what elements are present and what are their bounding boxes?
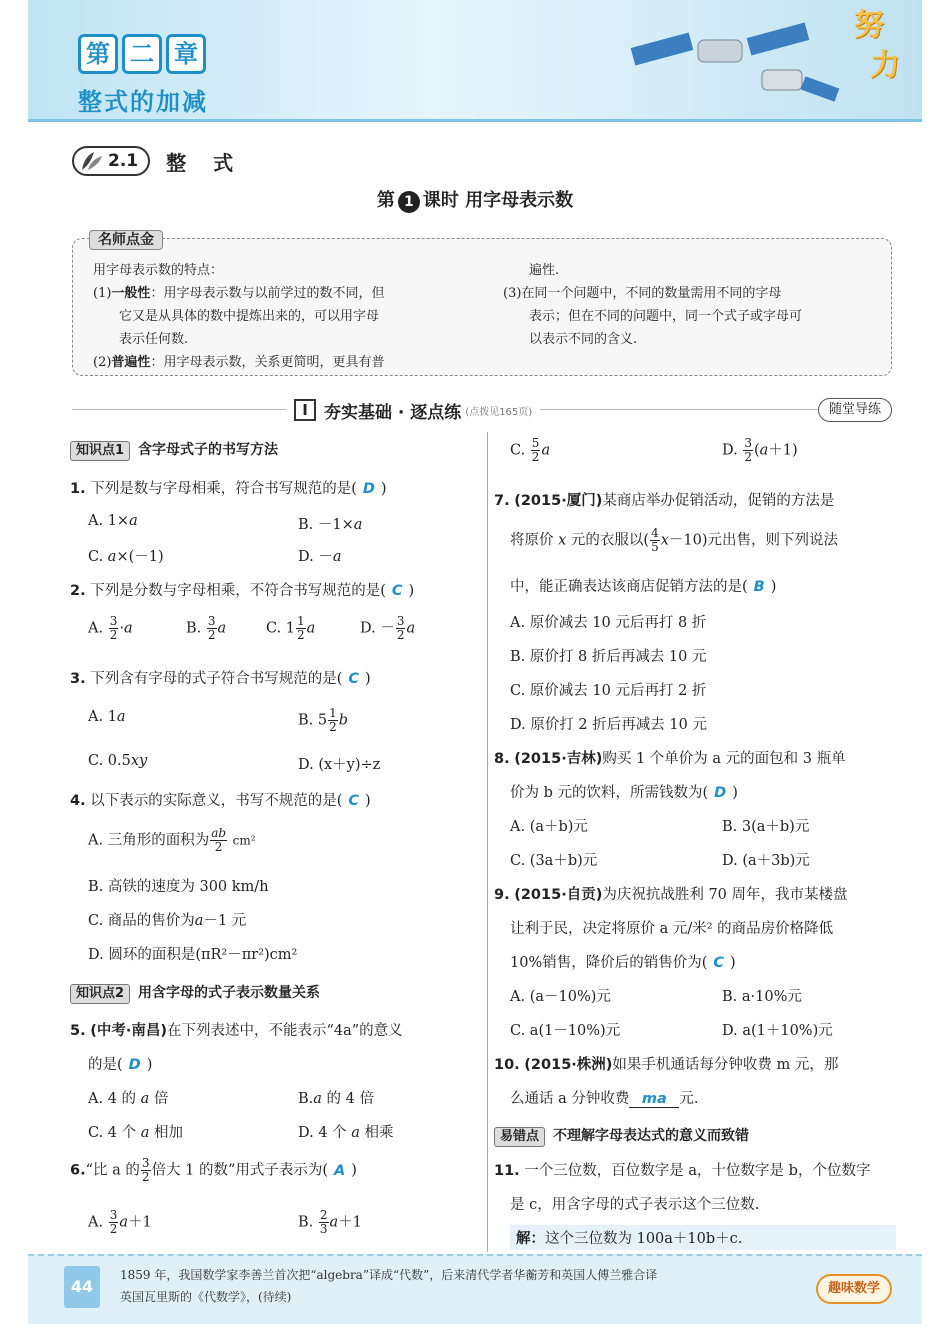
- q4-option-c-text2: －1 元: [203, 913, 247, 929]
- footer-note-line2: 英国瓦里斯的《代数学》，(待续): [120, 1290, 292, 1304]
- question-3: 3. 下列含有字母的式子符合书写规范的是( C ): [70, 671, 371, 687]
- chapter-char: 二: [122, 34, 162, 74]
- q2-answer: C: [391, 583, 403, 599]
- q5-option-c: C. 4 个 a 相加: [88, 1125, 184, 1141]
- q3-option-c-text: C. 0.5: [88, 753, 131, 769]
- knowledge-point-1: [70, 439, 278, 461]
- q6-option-d: D. $\frac{3}{2}$ (a＋1): [722, 436, 798, 464]
- question-7: [494, 489, 834, 510]
- kp2-title: 用含字母的式子表示数量关系: [138, 985, 321, 1001]
- question-5: [70, 1019, 403, 1040]
- tips-point-3-line2: 表示；但在不同的问题中，同一个式子或字母可: [529, 309, 803, 324]
- question-number: 9.: [494, 887, 510, 903]
- q6-option-b: B. $\frac{2}{3}$ a＋1: [298, 1208, 362, 1236]
- q5-option-b-text: B.: [298, 1091, 314, 1107]
- q10-stem3: 元.: [679, 1091, 699, 1107]
- tips-point-1-line3: 表示任何数.: [119, 332, 189, 347]
- q4-option-a-unit: cm²: [232, 833, 256, 848]
- q10-stem-line2: [510, 1087, 698, 1108]
- tips-point-3: (3)在同一个问题中，不同的数量需用不同的字母: [503, 286, 782, 301]
- q1-option-b: B. －1×a: [298, 517, 363, 533]
- q7-stem-line2: 将原价 x 元的衣服以( $\frac{4}{5}$ x－10)元出售，则下列说法: [510, 526, 839, 554]
- question-number: 10.: [494, 1057, 520, 1073]
- q11-stem-line2: 是 c，用含字母的式子表示这个三位数.: [510, 1197, 760, 1213]
- q4-option-c: C. 商品的售价为a－1 元: [88, 913, 247, 929]
- q3-option-a: A. 1a: [88, 709, 126, 725]
- q3-option-a-text: A. 1: [88, 709, 117, 725]
- q5-option-a-text: A. 4 的: [88, 1091, 137, 1107]
- q7-stem-line3: 中，能正确表达该商店促销方法的是( B ): [510, 579, 777, 595]
- kp3-tag: 易错点: [494, 1127, 545, 1147]
- q7-stem2a: 将原价: [510, 532, 554, 549]
- q7-stem3: 中，能正确表达该商店促销方法的是(: [510, 579, 748, 595]
- question-9: [494, 883, 848, 904]
- q4-option-a: A. 三角形的面积为 $\frac{ab}{2}$ cm²: [88, 826, 256, 854]
- lesson-post: 课时 用字母表示数: [422, 190, 574, 211]
- question-6: 6.“比 a 的 $\frac{3}{2}$ 倍大 1 的数”用式子表示为( A ): [70, 1156, 357, 1184]
- page-footer: [28, 1254, 922, 1324]
- q5-stem2: 的是(: [88, 1057, 123, 1073]
- q5-source: (中考·南昌): [90, 1023, 167, 1039]
- q2-stem: 下列是分数与字母相乘，不符合书写规范的是(: [90, 583, 386, 599]
- chapter-char: 章: [166, 34, 206, 74]
- q1-answer: D: [362, 481, 375, 497]
- q5-option-d: D. 4 个 a 相乘: [298, 1125, 394, 1141]
- q9-stem-line3: 10%销售，降价后的销售价为( C ): [510, 955, 736, 971]
- teacher-tips-tag: 名师点金: [89, 230, 163, 250]
- q5-option-c-text2: 相加: [154, 1125, 184, 1141]
- q3-option-b-text: B. 5: [298, 712, 328, 729]
- satellite-illustration: [612, 10, 842, 120]
- q8-option-c: C. (3a＋b)元: [510, 853, 598, 869]
- practice-banner: [72, 398, 892, 422]
- q4-option-d: D. 圆环的面积是(πR²－πr²)cm²: [88, 947, 298, 963]
- q3-option-d: D. (x＋y)÷z: [298, 757, 381, 773]
- q8-stem2: 价为 b 元的饮料，所需钱数为(: [510, 785, 709, 801]
- q5-stem: 在下列表述中，不能表示“4a”的意义: [166, 1023, 403, 1039]
- tips-left-column: [93, 259, 493, 374]
- q5-option-b-text2: 的 4 倍: [326, 1091, 374, 1107]
- tips-point-2-cont: 遍性.: [529, 263, 560, 278]
- q11-solution: [510, 1225, 896, 1250]
- kp3-title: 不理解字母表达式的意义而致错: [553, 1128, 750, 1144]
- q3-stem: 下列含有字母的式子符合书写规范的是(: [90, 671, 343, 687]
- tips-point-2-label: 普遍性: [111, 355, 151, 370]
- section-badge: [72, 146, 150, 176]
- q8-option-a: A. (a＋b)元: [510, 819, 588, 835]
- q8-option-b: B. 3(a＋b)元: [722, 819, 810, 835]
- fun-math-badge: 趣味数学: [816, 1274, 892, 1304]
- question-number: 2.: [70, 583, 86, 599]
- teacher-tips-box: [72, 232, 892, 376]
- column-divider: [487, 432, 488, 1252]
- q3-option-b: B. 5 $\frac{1}{2}$ b: [298, 706, 349, 734]
- q1-option-d-text: D. －: [298, 549, 333, 565]
- q8-option-d: D. (a＋3b)元: [722, 853, 810, 869]
- q9-stem-line2: 让利于民，决定将原价 a 元/米² 的商品房价格降低: [510, 921, 834, 937]
- page-number: 44: [64, 1266, 100, 1308]
- tips-point-3-line3: 以表示不同的含义.: [529, 332, 638, 347]
- tips-point-1: (1)一般性：用字母表示数与以前学过的数不同，但: [93, 286, 385, 301]
- q8-stem: 购买 1 个单价为 a 元的面包和 3 瓶单: [602, 751, 846, 767]
- q2-option-c: C. 1 $\frac{1}{2}$ a: [266, 614, 316, 642]
- section-title: 整 式: [166, 150, 244, 175]
- q1-option-a-text: A. 1×: [88, 513, 130, 529]
- tips-point-2-text: ：用字母表示数，关系更简明，更具有普: [150, 355, 385, 370]
- kp2-tag: 知识点2: [70, 984, 130, 1004]
- q1-option-d: D. －a: [298, 549, 342, 565]
- banner-ref: (点拨见165页): [465, 406, 533, 418]
- tips-right-column: [503, 259, 883, 351]
- question-11: [494, 1159, 870, 1180]
- q1-option-c: C. a×(－1): [88, 549, 164, 565]
- q2-option-d: D. － $\frac{3}{2}$ a: [360, 614, 416, 642]
- q5-stem-cont: 的是( D ): [88, 1057, 153, 1073]
- banner-title-group: [286, 398, 540, 422]
- q2-option-a: A. $\frac{3}{2}$ ·a: [88, 614, 133, 642]
- q1-option-c-text: C.: [88, 549, 108, 565]
- banner-title: 夯实基础 · 逐点练: [324, 402, 462, 423]
- tips-point-2: (2)普遍性：用字母表示数，关系更简明，更具有普: [93, 355, 385, 370]
- tips-intro: 用字母表示数的特点：: [93, 263, 224, 278]
- q11-solution-text: 这个三位数为 100a＋10b＋c.: [545, 1231, 743, 1247]
- q11-stem: 一个三位数，百位数字是 a，十位数字是 b，个位数字: [524, 1163, 871, 1179]
- knowledge-point-2: [70, 982, 320, 1004]
- q5-option-d-text2: 相乘: [364, 1125, 394, 1141]
- footer-note: [120, 1264, 800, 1308]
- q1-stem: 下列是数与字母相乘，符合书写规范的是(: [90, 481, 357, 497]
- motto: [854, 6, 900, 86]
- q9-stem3: 10%销售，降价后的销售价为(: [510, 955, 708, 971]
- leaf-icon: [80, 150, 104, 172]
- q9-stem: 为庆祝抗战胜利 70 周年，我市某楼盘: [602, 887, 848, 903]
- lesson-pre: 第: [376, 190, 395, 211]
- question-number: 1.: [70, 481, 86, 497]
- section-heading: [72, 146, 243, 176]
- error-prone-point: [494, 1125, 749, 1147]
- tips-point-1-label: 一般性: [111, 286, 151, 301]
- q6-option-c: C. $\frac{5}{2}$ a: [510, 436, 551, 464]
- q9-option-a: A. (a－10%)元: [510, 989, 611, 1005]
- q9-answer: C: [713, 955, 725, 971]
- q6-answer: A: [334, 1162, 346, 1179]
- q7-answer: B: [753, 579, 765, 595]
- q5-answer: D: [128, 1057, 141, 1073]
- q1-option-c-text2: ×(－1): [116, 549, 164, 565]
- kp1-tag: 知识点1: [70, 441, 130, 461]
- q4-stem: 以下表示的实际意义，书写不规范的是(: [90, 793, 343, 809]
- q8-source: (2015·吉林): [514, 751, 603, 767]
- q5-option-a-text2: 倍: [153, 1091, 169, 1107]
- q4-answer: C: [348, 793, 360, 809]
- q9-option-d: D. a(1＋10%)元: [722, 1023, 833, 1039]
- banner-side-tag: 随堂导练: [818, 398, 892, 422]
- q7-option-a: A. 原价减去 10 元后再打 8 折: [510, 615, 707, 631]
- question-8: [494, 747, 846, 768]
- q5-option-a: A. 4 的 a 倍: [88, 1091, 169, 1107]
- chapter-char: 第: [78, 34, 118, 74]
- tips-point-1-text: ：用字母表示数与以前学过的数不同，但: [150, 286, 385, 301]
- q11-solution-label: 解：: [516, 1231, 545, 1247]
- q3-answer: C: [348, 671, 360, 687]
- q5-option-b: B.a 的 4 倍: [298, 1091, 374, 1107]
- q9-option-b: B. a·10%元: [722, 989, 802, 1005]
- section-number: 2.1: [108, 151, 139, 171]
- question-number: 4.: [70, 793, 86, 809]
- q3-option-c: C. 0.5xy: [88, 753, 148, 769]
- q7-option-c: C. 原价减去 10 元后再打 2 折: [510, 683, 707, 699]
- q7-option-d: D. 原价打 2 折后再减去 10 元: [510, 717, 707, 733]
- question-1: 1. 下列是数与字母相乘，符合书写规范的是( D ): [70, 481, 387, 497]
- q7-stem: 某商店举办促销活动，促销的方法是: [602, 493, 835, 509]
- q10-stem: 如果手机通话每分钟收费 m 元，那: [612, 1057, 839, 1073]
- q5-option-c-text: C. 4 个: [88, 1125, 137, 1141]
- chapter-title: 整式的加减: [78, 88, 208, 116]
- q5-option-d-text: D. 4 个: [298, 1125, 347, 1141]
- chapter-number: [78, 34, 206, 74]
- q4-option-b: B. 高铁的速度为 300 km/h: [88, 879, 269, 895]
- q7-source: (2015·厦门): [514, 493, 603, 509]
- q10-stem2: 么通话 a 分钟收费: [510, 1091, 630, 1107]
- q9-source: (2015·自贡): [514, 887, 603, 903]
- q8-stem-line2: 价为 b 元的饮料，所需钱数为( D ): [510, 785, 738, 801]
- q10-answer: ma: [641, 1091, 667, 1107]
- q7-stem2c: －10)元出售，则下列说法: [668, 532, 839, 549]
- footer-note-line1: 1859 年，我国数学家李善兰首次把“algebra”译成“代数”，后来清代学者华蘅芳和英国人傅兰雅合译: [120, 1268, 658, 1282]
- q2-option-b: B. $\frac{3}{2}$ a: [186, 614, 227, 642]
- question-10: [494, 1053, 838, 1074]
- question-4: 4. 以下表示的实际意义，书写不规范的是( C ): [70, 793, 371, 809]
- q8-answer: D: [714, 785, 727, 801]
- motto-char: 努: [854, 8, 884, 43]
- q10-source: (2015·株洲): [524, 1057, 613, 1073]
- question-number: 11.: [494, 1163, 520, 1179]
- question-number: 6.: [70, 1162, 86, 1179]
- kp1-title: 含字母式子的书写方法: [138, 442, 279, 458]
- q6-stem: “比 a 的: [85, 1162, 140, 1179]
- lesson-title: [0, 186, 950, 213]
- question-2: 2. 下列是分数与字母相乘，不符合书写规范的是( C ): [70, 583, 415, 599]
- tips-point-1-line2: 它又是从具体的数中提炼出来的，可以用字母: [119, 309, 380, 324]
- q6-stem2: 倍大 1 的数”用式子表示为(: [151, 1162, 329, 1179]
- question-number: 3.: [70, 671, 86, 687]
- q7-stem2b: 元的衣服以(: [570, 532, 650, 549]
- question-number: 7.: [494, 493, 510, 509]
- q4-option-c-text: C. 商品的售价为: [88, 913, 195, 929]
- question-number: 8.: [494, 751, 510, 767]
- banner-roman: Ⅰ: [294, 399, 316, 421]
- q7-option-b: B. 原价打 8 折后再减去 10 元: [510, 649, 707, 665]
- q9-option-c: C. a(1－10%)元: [510, 1023, 621, 1039]
- chapter-header: [28, 0, 922, 122]
- lesson-number: 1: [398, 191, 420, 213]
- q1-option-b-text: B. －1×: [298, 517, 354, 533]
- motto-char: 力: [870, 48, 900, 83]
- q4-option-a-text: A. 三角形的面积为: [88, 832, 210, 849]
- question-number: 5.: [70, 1023, 86, 1039]
- q6-option-a: A. $\frac{3}{2}$ a＋1: [88, 1208, 152, 1236]
- q1-option-a: A. 1×a: [88, 513, 138, 529]
